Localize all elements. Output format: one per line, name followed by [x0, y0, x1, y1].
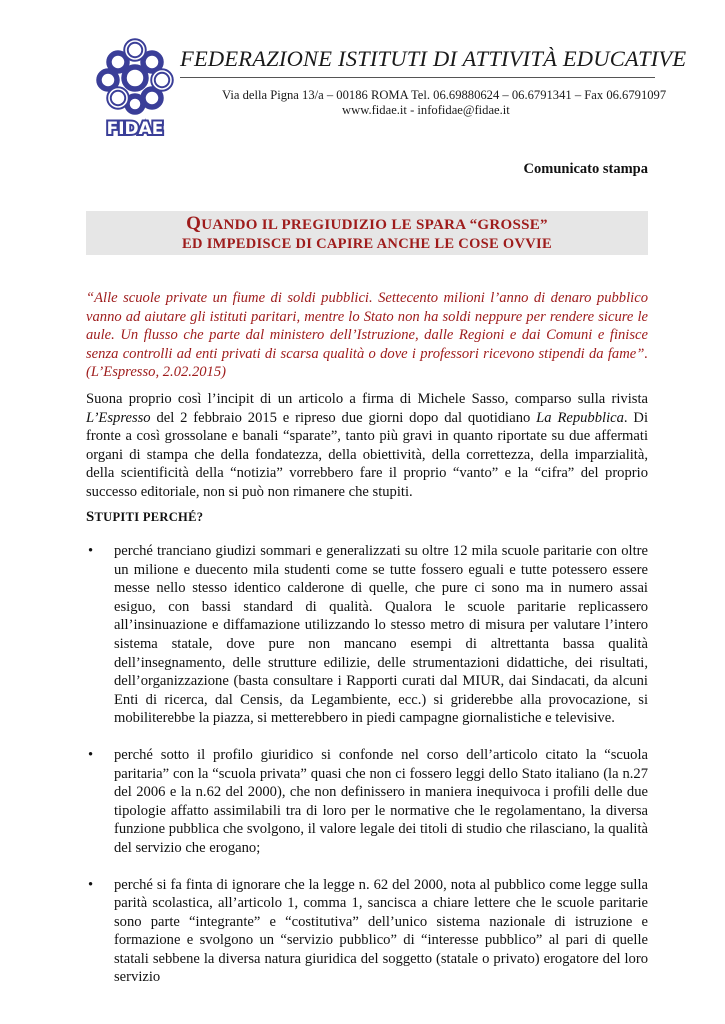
article-quote: “Alle scuole private un fiume di soldi pubblici. Settecento milioni l’anno di denaro pubblico vanno ad aiutare gli istituti paritari, mentre lo Stato non ha soldi neppure per rendere sicure le aule. Un flusso che parte dal ministero dell’Istruzione, dalle Regioni e dai Comuni e finisce senza controlli ad enti privati di scarsa qualità o dove i professori ricevono stipendi da fame”. (L’Espresso, 2.02.2015): [86, 290, 648, 381]
intro-part-3: . Di fronte a così grossolane e banali “sparate”, tanto più gravi in quanto riportate su due affermati organi di stampa che della fondatezza, della obiettività, della correttezza, della imparzialità, della scientificità della “notizia” vorrebbero fare il proprio “vanto” e la “cifra” del proprio successo editoriale, non si può non rimanere che stupiti.: [86, 409, 649, 500]
bullet-icon: •: [88, 543, 94, 559]
fidae-logo: [96, 38, 174, 138]
magazine-name: L’Espresso: [86, 409, 151, 426]
list-item: [86, 876, 648, 988]
header-divider: [180, 77, 655, 78]
title-line-2: ED IMPEDISCE DI CAPIRE ANCHE LE COSE OVVIE: [182, 236, 552, 252]
title-initial: Q: [186, 213, 202, 234]
newspaper-name: La Repubblica: [536, 409, 624, 426]
intro-paragraph: [86, 390, 648, 502]
bullet-icon: •: [88, 746, 94, 763]
intro-part-2: del 2 febbraio 2015 e ripreso due giorni dopo dal quotidiano: [150, 409, 537, 426]
list-item: [86, 542, 648, 728]
document-title-box: [86, 211, 648, 255]
section-heading: [86, 509, 203, 526]
list-item: [86, 746, 648, 858]
list-item-text: perché sotto il profilo giuridico si confonde nel corso dell’articolo citato la “scuola paritaria” con la “scuola privata” quasi che non ci fossero leggi dello Stato italiano (la n.27 del 2006 e la n.62 del 2000), che non definissero in maniera inequivoca i profili delle due tipologie affatto assimilabili tra di loro per le normative che le regolamentano, la diversa funzione pubblica che svolgono, il valore legale dei titoli di studio che rilasciano, la qualità del servizio che erogano;: [114, 746, 648, 856]
intro-part-1: Suona proprio così l’incipit di un articolo a firma di Michele Sasso, comparso sulla rivista: [86, 391, 648, 407]
title-line-1-text: UANDO IL PREGIUDIZIO LE SPARA “GROSSE”: [201, 217, 548, 233]
list-item-text: perché tranciano giudizi sommari e generalizzati su oltre 12 mila scuole paritarie con oltre un milione e duecento mila studenti come se tutte fossero eguali e tutte potessero essere messe nello stesso identico calderone di quelle, che pure ci sono ma in numero assai esiguo, con bassi standard di qualità. Qualora le scuole paritarie replicassero all’insinuazione e diffamazione utilizzando lo stesso metro di misura per valutare l’intero sistema statale, dove pure non mancano esempi di altrettanta bassa qualità dell’insegnamento, delle strutture edilizie, delle strumentazioni didattiche, dei risultati, dell’organizzazione (basta consultare i Rapporti curati dal MIUR, dai Sindacati, da alcuni Enti di ricerca, dal Censis, da Legambiente, ecc.) si griderebbe alla provocazione, si mobiliterebbe la piazza, si metterebbero in piedi campagne giornalistiche e televisive.: [114, 543, 648, 727]
title-line-1: [86, 213, 648, 235]
organization-name: FEDERAZIONE ISTITUTI DI ATTIVITÀ EDUCATIVE: [180, 46, 687, 71]
bullet-list: [86, 542, 648, 1005]
bullet-icon: •: [88, 876, 94, 893]
organization-address: Via della Pigna 13/a – 00186 ROMA Tel. 06.69880624 – 06.6791341 – Fax 06.6791097: [222, 88, 667, 102]
section-heading-initial: S: [86, 509, 95, 525]
section-heading-text: TUPITI PERCHÉ?: [94, 510, 204, 524]
logo-wordmark: FIDAE: [106, 119, 164, 138]
organization-web-contacts: www.fidae.it - infofidae@fidae.it: [342, 103, 510, 117]
press-release-label: Comunicato stampa: [523, 161, 648, 177]
list-item-text: perché si fa finta di ignorare che la legge n. 62 del 2000, nota al pubblico come legge sulla parità scolastica, all’articolo 1, comma 1, sancisca a chiare lettere che le scuole paritarie sono parte “integrante” e “costitutiva” dell’unico sistema nazionale di istruzione e formazione e svolgono un “servizio pubblico” di “interesse pubblico” al pari di quelle statali sebbene la diversa natura giuridica del soggetto (statale o privato) erogatore del loro servizio: [114, 876, 648, 986]
